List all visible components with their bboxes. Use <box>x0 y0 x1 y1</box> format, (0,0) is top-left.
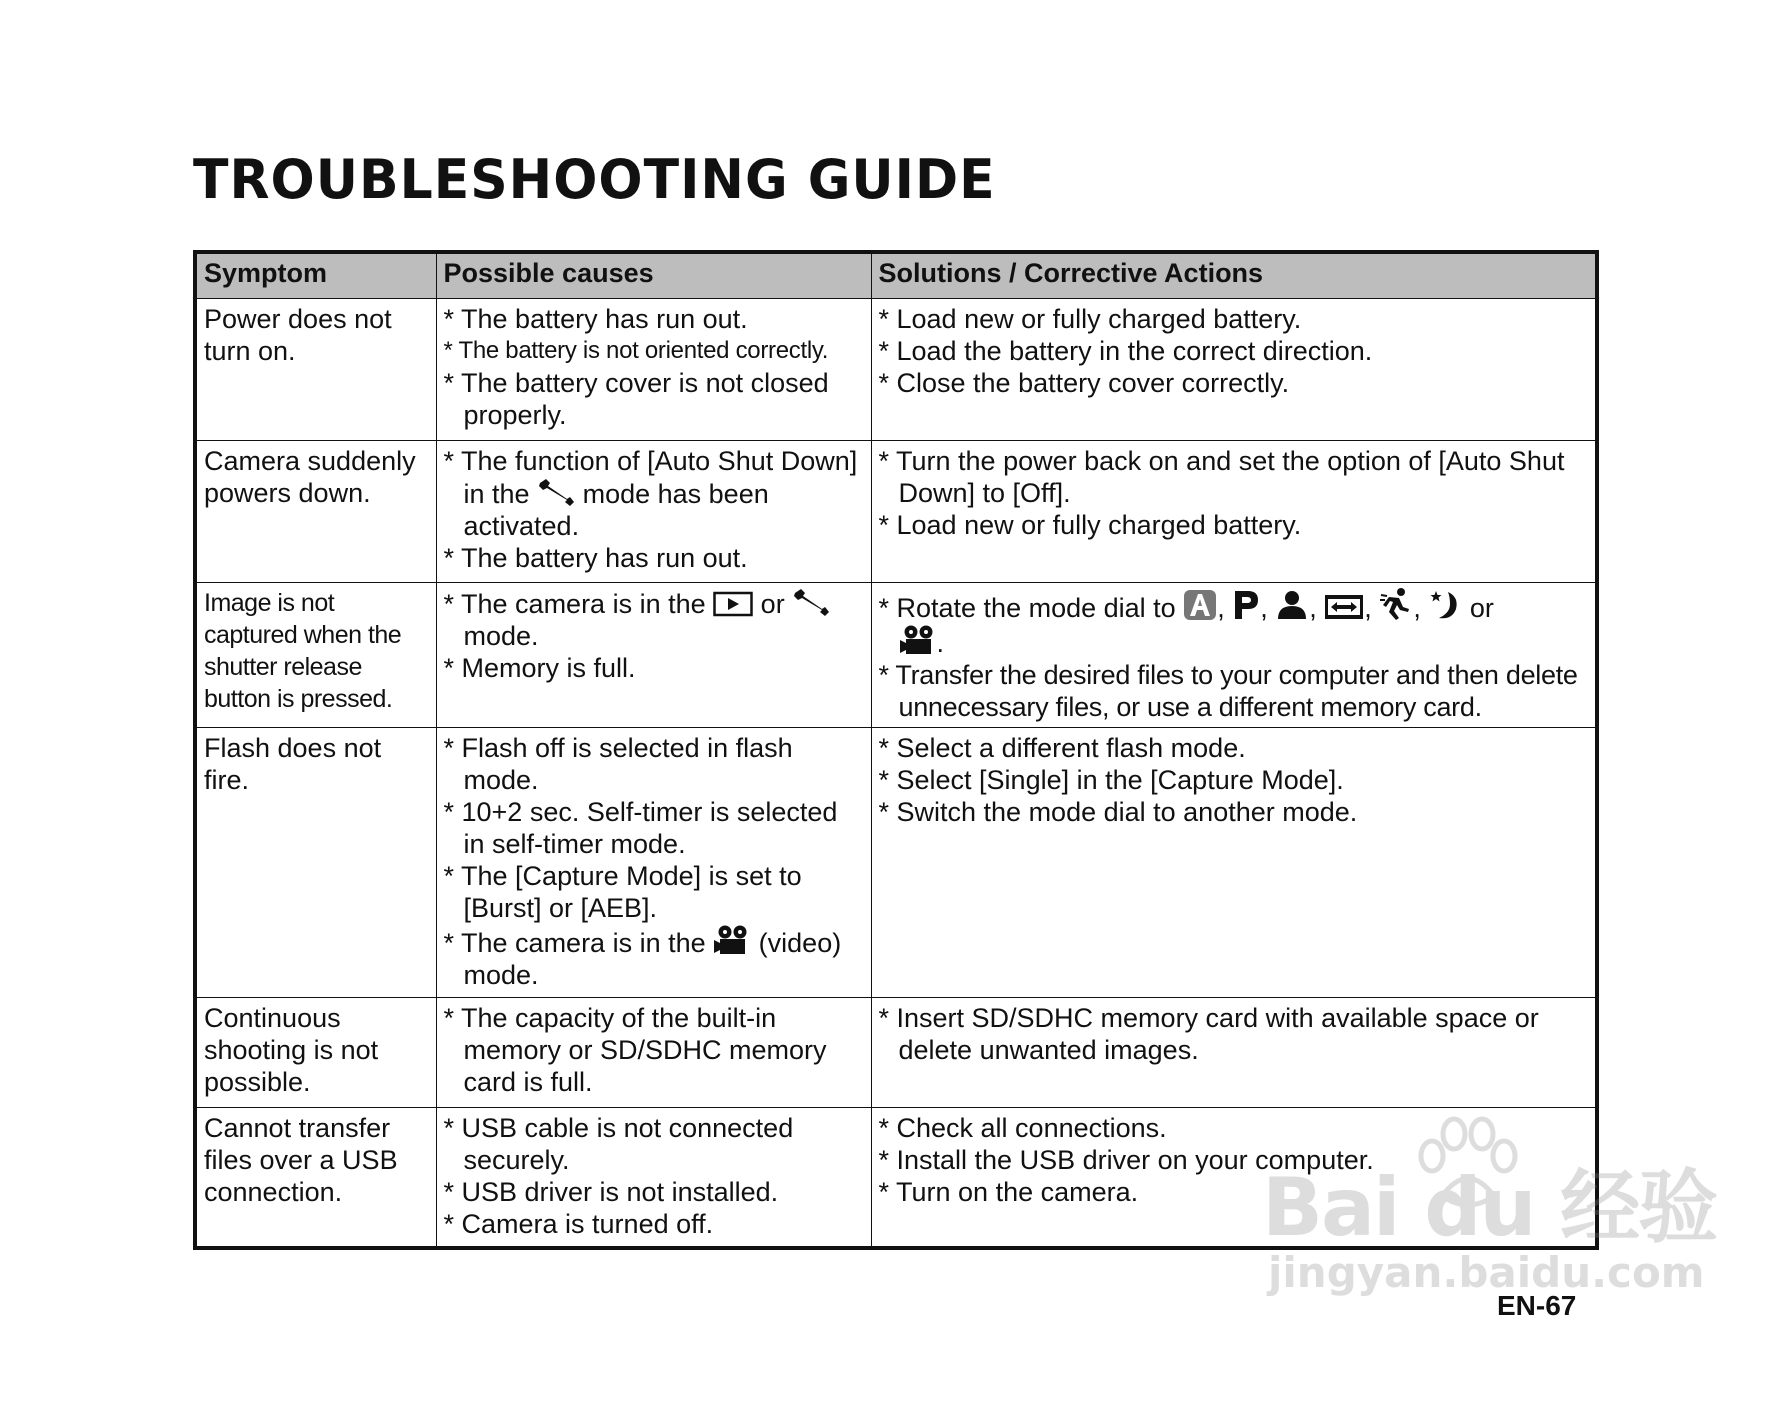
causes-cell <box>436 998 871 1108</box>
solution-item: * Select [Single] in the [Capture Mode]. <box>878 765 1344 795</box>
movie-camera-icon <box>899 624 937 656</box>
solution-item: * Switch the mode dial to another mode. <box>878 797 1358 827</box>
wrench-icon <box>792 587 830 617</box>
auto-mode-icon <box>1183 589 1217 621</box>
solution-item: * Check all connections. <box>878 1113 1167 1143</box>
troubleshooting-table <box>193 250 1599 1250</box>
column-header-solutions: Solutions / Corrective Actions <box>871 252 1597 299</box>
solution-item: * Load the battery in the correct direction. <box>878 336 1373 366</box>
symptom-cell: Power does not turn on. <box>195 299 436 441</box>
symptom-cell: Cannot transfer files over a USB connection. <box>195 1108 436 1248</box>
cause-item: * 10+2 sec. Self-timer is selected in self-timer mode. <box>443 797 838 859</box>
causes-cell <box>436 583 871 728</box>
symptom-cell: Camera suddenly powers down. <box>195 441 436 583</box>
causes-cell <box>436 728 871 998</box>
night-portrait-mode-icon <box>1428 589 1462 621</box>
cause-item: * Camera is turned off. <box>443 1209 714 1239</box>
cause-item: * The camera is in the or mode. <box>444 587 864 652</box>
solution-item: * Transfer the desired files to your computer and then delete unnecessary files, or use a different memory card. <box>878 660 1578 722</box>
solutions-cell <box>871 583 1597 728</box>
solution-item: * Select a different flash mode. <box>878 733 1246 763</box>
solution-item: * Insert SD/SDHC memory card with available space or delete unwanted images. <box>878 1003 1539 1065</box>
solution-item: * Close the battery cover correctly. <box>878 368 1290 398</box>
causes-cell <box>436 299 871 441</box>
cause-item: * The function of [Auto Shut Down] in the mode has been activated. <box>443 446 858 541</box>
page-title: TROUBLESHOOTING GUIDE <box>193 148 996 212</box>
solution-item: * Rotate the mode dial to , , , , , or . <box>879 587 1589 659</box>
playback-icon <box>713 591 753 617</box>
symptom-cell: Flash does not fire. <box>195 728 436 998</box>
solution-item: * Load new or fully charged battery. <box>878 304 1302 334</box>
causes-cell <box>436 441 871 583</box>
cause-item: * The camera is in the (video) mode. <box>444 924 864 991</box>
cause-item: * The battery has run out. <box>443 543 748 573</box>
symptom-cell: Image is not captured when the shutter release button is pressed. <box>195 583 436 728</box>
watermark-url: jingyan.baidu.com <box>1268 1248 1705 1297</box>
table-row <box>195 583 1597 728</box>
solution-item: * Turn the power back on and set the option of [Auto Shut Down] to [Off]. <box>878 446 1565 508</box>
table-row <box>195 299 1597 441</box>
cause-item: * The battery cover is not closed properly. <box>443 368 829 430</box>
cause-item: * USB driver is not installed. <box>443 1177 779 1207</box>
sports-mode-icon <box>1379 587 1413 621</box>
solution-item: * Turn on the camera. <box>878 1177 1139 1207</box>
cause-item: * The [Capture Mode] is set to [Burst] or [AEB]. <box>443 861 802 923</box>
solution-item: * Load new or fully charged battery. <box>878 510 1302 540</box>
portrait-mode-icon <box>1275 589 1309 621</box>
cause-item: * The battery has run out. <box>443 304 748 334</box>
symptom-cell: Continuous shooting is not possible. <box>195 998 436 1108</box>
column-header-causes: Possible causes <box>436 252 871 299</box>
solutions-cell <box>871 441 1597 583</box>
solutions-cell <box>871 299 1597 441</box>
solutions-cell <box>871 998 1597 1108</box>
solution-item: * Install the USB driver on your computer. <box>878 1145 1374 1175</box>
cause-item: * USB cable is not connected securely. <box>443 1113 794 1175</box>
page-number: EN-67 <box>1497 1290 1577 1321</box>
column-header-symptom: Symptom <box>195 252 436 299</box>
wrench-icon <box>537 477 575 507</box>
cause-item: * Flash off is selected in flash mode. <box>443 733 793 795</box>
solutions-cell <box>871 1108 1597 1248</box>
causes-cell <box>436 1108 871 1248</box>
cause-item: * The battery is not oriented correctly. <box>443 337 829 364</box>
panorama-mode-icon <box>1324 593 1364 621</box>
program-mode-icon <box>1232 589 1260 621</box>
cause-item: * Memory is full. <box>443 653 636 683</box>
table-header-row <box>195 252 1597 299</box>
solutions-cell <box>871 728 1597 998</box>
table-row <box>195 998 1597 1108</box>
table-row <box>195 1108 1597 1248</box>
table-row <box>195 441 1597 583</box>
movie-camera-icon <box>713 924 751 956</box>
table-row <box>195 728 1597 998</box>
cause-item: * The capacity of the built-in memory or SD/SDHC memory card is full. <box>443 1003 827 1097</box>
watermark-logo: Bai du 经验 <box>1262 1161 1717 1254</box>
